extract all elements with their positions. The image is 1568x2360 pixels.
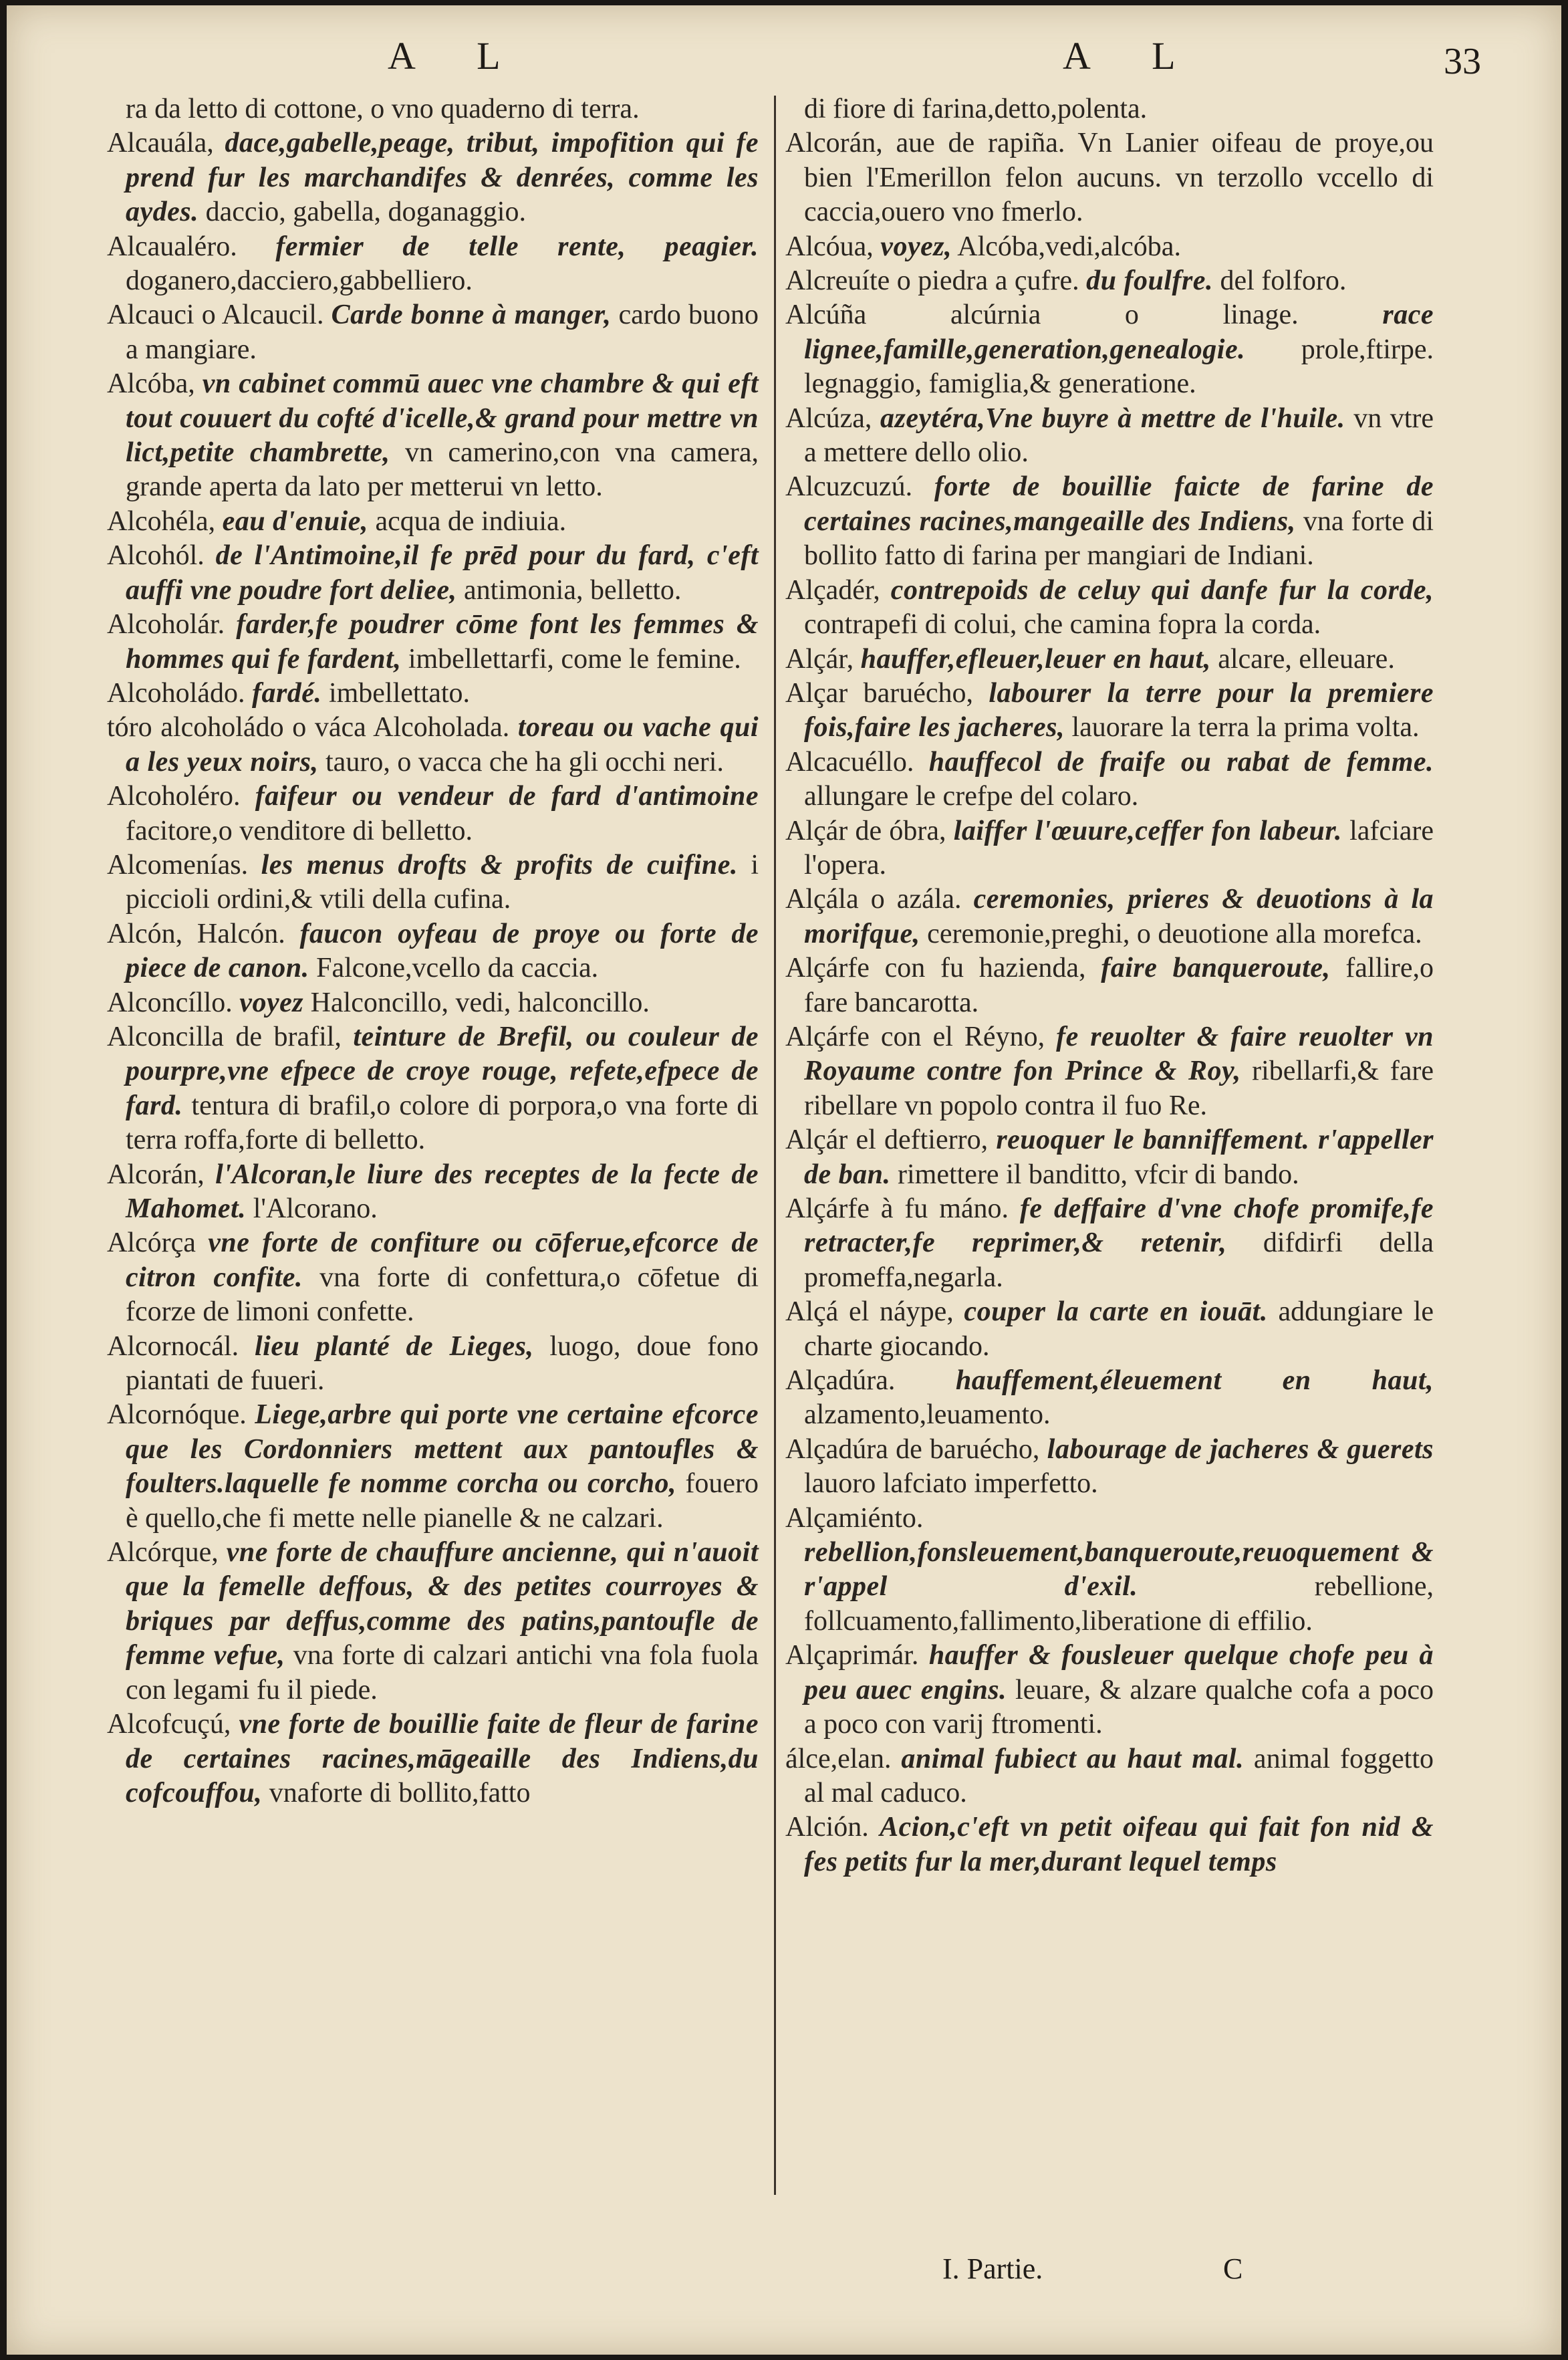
headword: Alcoholádo.	[107, 677, 245, 709]
italian-gloss: vna forte di calzari antichi vna fola fuola con legami fu il piede.	[126, 1640, 759, 1705]
french-gloss: farder,fe poudrer cōme font les femmes & hommes qui fe fardent,	[126, 609, 759, 675]
headword: Alcón, Halcón.	[107, 918, 285, 949]
italian-gloss: rimettere il banditto, vfcir di bando.	[898, 1159, 1299, 1190]
italian-gloss: daccio, gabella, doganaggio.	[205, 197, 526, 228]
part-label: I. Partie.	[942, 2252, 1043, 2285]
italian-gloss: vn vtre a mettere dello olio.	[804, 402, 1434, 469]
running-header-left: A L	[388, 34, 527, 78]
italian-gloss: addungiare le charte giocando.	[804, 1296, 1434, 1362]
french-gloss: couper la carte en iouāt.	[964, 1296, 1268, 1328]
headword: Alçár,	[785, 643, 854, 675]
french-gloss: du foulfre.	[1086, 265, 1213, 297]
right-column	[785, 92, 1434, 1879]
italian-gloss: alcare, elleuare.	[1218, 643, 1395, 675]
headword: Alcornocál.	[107, 1330, 239, 1362]
headword: Alcórque,	[107, 1537, 219, 1568]
french-gloss: hauffer,efleuer,leuer en haut,	[860, 643, 1211, 675]
italian-gloss: lauoro lafciato imperfetto.	[804, 1468, 1098, 1500]
italian-gloss: l'Alcorano.	[253, 1193, 378, 1224]
italian-gloss: rebellione, follcuamento,fallimento,liberatione di effilio.	[804, 1571, 1434, 1637]
dictionary-entry	[785, 402, 1434, 471]
dictionary-entry	[785, 298, 1434, 401]
french-gloss: race lignee,famille,generation,genealogie.	[804, 300, 1434, 365]
italian-gloss: imbellettato.	[328, 677, 471, 709]
french-gloss: labourer la terre pour la premiere fois,faire les jacheres,	[804, 677, 1434, 743]
french-gloss: rebellion,fonsleuement,banqueroute,reuoquement & r'appel d'exil.	[804, 1537, 1434, 1603]
french-gloss: forte de bouillie faicte de farine de certaines racines,mangeaille des Indiens,	[804, 471, 1434, 537]
french-gloss: vne forte de chauffure ancienne, qui n'auoit que la femelle deffous, & des petites courroyes & briques par deffus,comme des patins,pantoufle de femme vefue,	[126, 1537, 759, 1671]
headword: tóro alcoholádo o váca Alcoholada.	[107, 712, 510, 743]
left-column	[107, 92, 759, 1810]
italian-gloss: imbellettarfi, come le femine.	[408, 643, 741, 675]
italian-gloss: Falcone,vcello da caccia.	[316, 953, 599, 984]
dictionary-entry	[785, 814, 1434, 883]
headword: Alcoholéro.	[107, 781, 241, 812]
french-gloss: fe deffaire d'vne chofe promife,fe retracter,fe reprimer,& retenir,	[804, 1193, 1434, 1259]
headword: Alcúña alcúrnia o linage.	[785, 300, 1299, 331]
french-gloss: l'Alcoran,le liure des receptes de la fecte de Mahomet.	[126, 1159, 759, 1224]
french-gloss: vne forte de bouillie faite de fleur de farine de certaines racines,māgeaille des Indiens,du cofcouffou,	[126, 1709, 759, 1808]
french-gloss: faifeur ou vendeur de fard d'antimoine	[255, 781, 759, 812]
dictionary-entry	[107, 1536, 759, 1707]
page-footer	[942, 2252, 1243, 2286]
italian-gloss: ra da letto di cottone, o vno quaderno di terra.	[126, 94, 640, 124]
dictionary-entry	[107, 1158, 759, 1227]
dictionary-entry	[785, 1123, 1434, 1192]
italian-gloss: antimonia, belletto.	[464, 574, 682, 606]
headword: Alcorán,	[107, 1159, 205, 1190]
french-gloss: fermier de telle rente, peagier.	[275, 231, 759, 262]
italian-gloss: aue de rapiña. Vn Lanier oifeau de proye,ou bien l'Emerillon felon aucuns. vn terzollo vccello di caccia,ouero vno fmerlo.	[804, 128, 1434, 228]
french-gloss: voyez,	[880, 231, 952, 262]
italian-gloss: fouero è quello,che fi mette nelle pianelle & ne calzari.	[126, 1468, 759, 1534]
dictionary-entry	[107, 92, 759, 126]
dictionary-entry	[107, 505, 759, 539]
italian-gloss: vnaforte di bollito,fatto	[269, 1777, 531, 1808]
italian-gloss: Halconcillo, vedi, halconcillo.	[310, 987, 650, 1018]
french-gloss: hauffecol de fraife ou rabat de femme.	[928, 746, 1434, 778]
italian-gloss: del folforo.	[1220, 265, 1347, 297]
dictionary-entry	[107, 1398, 759, 1536]
dictionary-entry	[785, 264, 1434, 298]
dictionary-entry	[785, 1742, 1434, 1811]
headword: Alçár de óbra,	[785, 815, 946, 846]
italian-gloss: luogo, doue fono piantati de fuueri.	[126, 1330, 759, 1397]
dictionary-entry	[107, 848, 759, 917]
french-gloss: lieu planté de Lieges,	[255, 1330, 534, 1362]
headword: Alcórça	[107, 1227, 196, 1259]
dictionary-entry	[785, 745, 1434, 814]
french-gloss: faire banqueroute,	[1101, 953, 1331, 984]
french-gloss: reuoquer le banniffement. r'appeller de ban.	[804, 1125, 1434, 1190]
italian-gloss: tauro, o vacca che ha gli occhi neri.	[325, 746, 724, 778]
italian-gloss: prole,ftirpe. legnaggio, famiglia,& generatione.	[804, 334, 1434, 400]
dictionary-entry	[107, 677, 759, 711]
headword: álce,elan.	[785, 1743, 892, 1774]
headword: Alcorán,	[785, 128, 883, 159]
italian-gloss: vna forte di bollito fatto di farina per mangiari de Indiani.	[804, 505, 1434, 572]
italian-gloss: ceremonie,preghi, o deuotione alla morefca.	[927, 918, 1422, 949]
headword: Alçar baruécho,	[785, 677, 974, 709]
dictionary-entry	[107, 298, 759, 367]
italian-gloss: cardo buono a mangiare.	[126, 300, 759, 365]
italian-gloss: leuare, & alzare qualche cofa a poco a poco con varij ftromenti.	[804, 1674, 1434, 1740]
headword: Alcacuéllo.	[785, 746, 914, 778]
italian-gloss: contrapefi di colui, che camina fopra la corda.	[804, 609, 1321, 640]
french-gloss: labourage de jacheres & guerets	[1047, 1433, 1434, 1465]
italian-gloss: tentura di brafil,o colore di porpora,o vna forte di terra roffa,forte di belletto.	[126, 1090, 759, 1156]
italian-gloss: ribellarfi,& fare ribellare vn popolo contra il fuo Re.	[804, 1056, 1434, 1121]
italian-gloss: acqua de indiuia.	[375, 505, 567, 537]
italian-gloss: i piccioli ordini,& vtili della cufina.	[126, 849, 759, 915]
dictionary-entry	[785, 1810, 1434, 1879]
dictionary-entry	[785, 951, 1434, 1020]
dictionary-page	[7, 5, 1561, 2355]
headword: Alcohéla,	[107, 505, 216, 537]
headword: Alcornóque.	[107, 1399, 247, 1431]
headword: Alcóba,	[107, 368, 195, 400]
french-gloss: Acion,c'eft vn petit oifeau qui fait fon nid & fes petits fur la mer,durant lequel temps	[804, 1812, 1434, 1877]
italian-gloss: lafciare l'opera.	[804, 815, 1434, 880]
dictionary-entry	[785, 1433, 1434, 1502]
italian-gloss: di fiore di farina,detto,polenta.	[804, 94, 1148, 124]
dictionary-entry	[107, 230, 759, 299]
italian-gloss: allungare le crefpe del colaro.	[804, 781, 1139, 812]
dictionary-entry	[107, 608, 759, 677]
french-gloss: azeytéra,Vne buyre à mettre de l'huile.	[880, 402, 1345, 434]
headword: Alcuzcuzú.	[785, 471, 913, 503]
headword: Alcauci o Alcaucil.	[107, 300, 324, 331]
dictionary-entry	[785, 1502, 1434, 1639]
headword: Alcúza,	[785, 402, 872, 434]
headword: Alcaualéro.	[107, 231, 237, 262]
headword: Alcoholár.	[107, 609, 225, 640]
italian-gloss: vn camerino,con vna camera, grande aperta da lato per metterui vn letto.	[126, 437, 759, 503]
dictionary-entry	[785, 1192, 1434, 1295]
headword: Alcohól.	[107, 540, 205, 572]
dictionary-entry	[107, 126, 759, 229]
dictionary-entry	[785, 1020, 1434, 1123]
column-divider	[774, 96, 776, 2195]
headword: Alçadúra de baruécho,	[785, 1433, 1040, 1465]
italian-gloss: vna forte di confettura,o cōfetue di fcorze de limoni confette.	[126, 1262, 759, 1328]
french-gloss: fardé.	[251, 677, 322, 709]
french-gloss: vn cabinet commū auec vne chambre & qui eft tout couuert du cofté d'icelle,& grand pour mettre vn lict,petite chambrette,	[126, 368, 759, 469]
dictionary-entry	[785, 677, 1434, 745]
page-number: 33	[1444, 41, 1481, 82]
headword: Alción.	[785, 1812, 869, 1843]
italian-gloss: fallire,o fare bancarotta.	[804, 953, 1434, 1018]
french-gloss: vne forte de confiture ou cōferue,efcorce de citron confite.	[126, 1227, 759, 1293]
dictionary-entry	[785, 882, 1434, 951]
french-gloss: toreau ou vache qui a les yeux noirs,	[126, 712, 759, 778]
italian-gloss: doganero,dacciero,gabbelliero.	[126, 265, 473, 297]
french-gloss: Liege,arbre qui porte vne certaine efcorce que les Cordonniers mettent aux pantoufles & foulters.laquelle fe nomme corcha ou corcho,	[126, 1399, 759, 1500]
headword: Alçárfe con fu hazienda,	[785, 953, 1086, 984]
french-gloss: fe reuolter & faire reuolter vn Royaume contre fon Prince & Roy,	[804, 1021, 1434, 1087]
italian-gloss: alzamento,leuamento.	[804, 1399, 1051, 1431]
french-gloss: faucon oyfeau de proye ou forte de piece de canon.	[126, 918, 759, 984]
italian-gloss: facitore,o venditore di belletto.	[126, 815, 473, 846]
dictionary-entry	[107, 986, 759, 1020]
dictionary-entry	[107, 1020, 759, 1158]
signature-mark: C	[1223, 2252, 1243, 2285]
headword: Alçadér,	[785, 574, 880, 606]
french-gloss: voyez	[239, 987, 304, 1018]
french-gloss: Carde bonne à manger,	[331, 300, 612, 331]
french-gloss: contrepoids de celuy qui danfe fur la corde,	[890, 574, 1434, 606]
dictionary-entry	[785, 92, 1434, 126]
french-gloss: dace,gabelle,peage, tribut, impofition qui fe prend fur les marchandifes & denrées, comme les aydes.	[126, 128, 759, 228]
italian-gloss: Alcóba,vedi,alcóba.	[957, 231, 1181, 262]
dictionary-entry	[107, 917, 759, 986]
dictionary-entry	[785, 574, 1434, 642]
headword: Alcóua,	[785, 231, 874, 262]
headword: Alconcíllo.	[107, 987, 233, 1018]
dictionary-entry	[107, 780, 759, 848]
italian-gloss: difdirfi della promeffa,negarla.	[804, 1227, 1434, 1293]
dictionary-entry	[107, 1707, 759, 1810]
dictionary-entry	[107, 1330, 759, 1399]
french-gloss: les menus drofts & profits de cuifine.	[261, 849, 738, 880]
headword: Alconcilla de brafil,	[107, 1021, 342, 1052]
french-gloss: hauffement,éleuement en haut,	[955, 1365, 1434, 1397]
headword: Alcomenías.	[107, 849, 249, 880]
dictionary-entry	[785, 470, 1434, 573]
running-header-right: A L	[1063, 34, 1202, 78]
headword: Alcofcuçú,	[107, 1709, 231, 1740]
dictionary-entry	[107, 539, 759, 608]
headword: Alcreuíte o piedra a çufre.	[785, 265, 1079, 297]
headword: Alçá el náype,	[785, 1296, 954, 1328]
french-gloss: hauffer & fousleuer quelque chofe peu à peu auec engins.	[804, 1640, 1434, 1705]
headword: Alçár el deftierro,	[785, 1125, 989, 1156]
italian-gloss: animal foggetto al mal caduco.	[804, 1743, 1434, 1808]
french-gloss: ceremonies, prieres & deuotions à la morifque,	[804, 884, 1434, 949]
french-gloss: animal fubiect au haut mal.	[901, 1743, 1245, 1774]
italian-gloss: lauorare la terra la prima volta.	[1071, 712, 1420, 743]
dictionary-entry	[785, 1295, 1434, 1364]
headword: Alçamiénto.	[785, 1502, 924, 1534]
dictionary-entry	[785, 1639, 1434, 1742]
french-gloss: eau d'enuie,	[222, 505, 368, 537]
dictionary-entry	[107, 711, 759, 780]
dictionary-entry	[785, 126, 1434, 229]
dictionary-entry	[785, 230, 1434, 264]
dictionary-entry	[107, 1226, 759, 1329]
headword: Alçadúra.	[785, 1365, 896, 1397]
dictionary-entry	[107, 367, 759, 505]
french-gloss: teinture de Brefil, ou couleur de pourpre,vne efpece de croye rouge, refete,efpece de fard.	[126, 1021, 759, 1121]
headword: Alçárfe con el Réyno,	[785, 1021, 1045, 1052]
headword: Alçaprimár.	[785, 1640, 919, 1671]
french-gloss: laiffer l'œuure,ceffer fon labeur.	[953, 815, 1342, 846]
dictionary-entry	[785, 642, 1434, 677]
french-gloss: de l'Antimoine,il fe prēd pour du fard, c'eft auffi vne poudre fort deliee,	[126, 540, 759, 606]
headword: Alçála o azála.	[785, 884, 962, 915]
headword: Alcauála,	[107, 128, 214, 159]
dictionary-entry	[785, 1364, 1434, 1433]
headword: Alçárfe à fu máno.	[785, 1193, 1009, 1224]
